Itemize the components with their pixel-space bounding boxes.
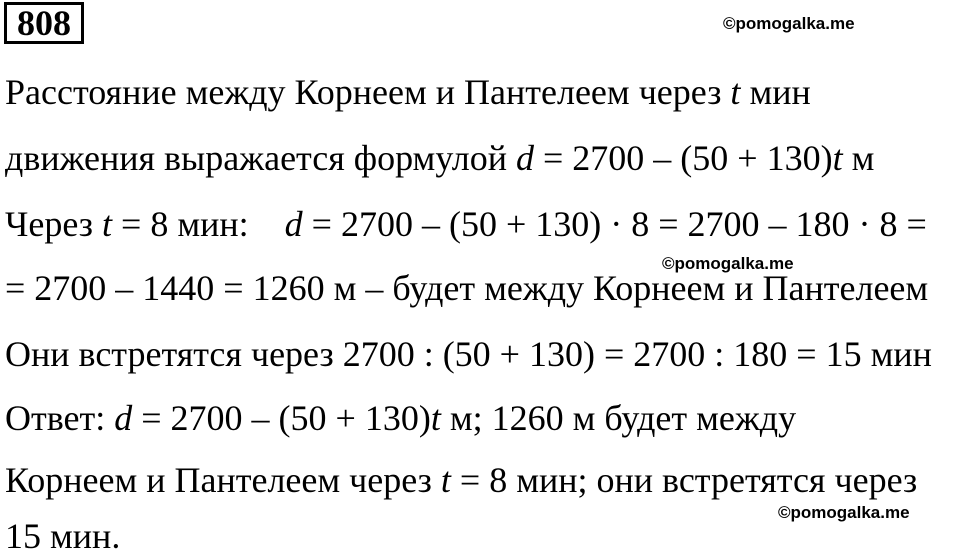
text: = 2700 – (50 + 130) [132, 398, 431, 438]
text: = 2700 – (50 + 130) [533, 138, 833, 178]
var-t: t [730, 72, 741, 112]
text: Через [5, 204, 103, 244]
var-d: d [284, 204, 303, 244]
text: м; 1260 м будет между [440, 398, 797, 438]
watermark-middle: ©pomogalka.me [662, 254, 794, 273]
var-t: t [832, 138, 843, 178]
solution-line-5 [5, 334, 932, 374]
solution-line-8 [5, 516, 120, 556]
text: Расстояние между Корнеем и Пантелеем через [5, 72, 731, 112]
problem-number: 808 [4, 2, 84, 44]
watermark-top: ©pomogalka.me [723, 14, 855, 33]
text: = 8 мин; они встретятся через [450, 460, 918, 500]
text: = 2700 – (50 + 130) · 8 = 2700 – 180 · 8 = [302, 204, 927, 244]
var-d: d [114, 398, 133, 438]
text: = 2700 – 1440 = 1260 м – будет между Корнеем и Пантелеем [5, 268, 929, 308]
solution-line-7 [5, 460, 917, 500]
var-d: d [515, 138, 534, 178]
text: 15 мин. [5, 516, 121, 556]
text: Ответ: [5, 398, 115, 438]
var-t: t [102, 204, 113, 244]
solution-line-2 [5, 138, 874, 178]
text: м [842, 138, 875, 178]
watermark-bottom: ©pomogalka.me [778, 503, 910, 522]
solution-line-3 [5, 204, 927, 244]
solution-line-1 [5, 72, 811, 112]
text: = 8 мин: [112, 204, 285, 244]
var-t: t [440, 460, 451, 500]
text: Они встретятся через 2700 : (50 + 130) = 2700 : 180 = 15 мин [5, 334, 932, 374]
text: движения выражается формулой [5, 138, 516, 178]
var-t: t [430, 398, 441, 438]
text: мин [740, 72, 811, 112]
solution-line-4 [5, 268, 928, 308]
text: Корнеем и Пантелеем через [5, 460, 441, 500]
solution-line-6 [5, 398, 796, 438]
